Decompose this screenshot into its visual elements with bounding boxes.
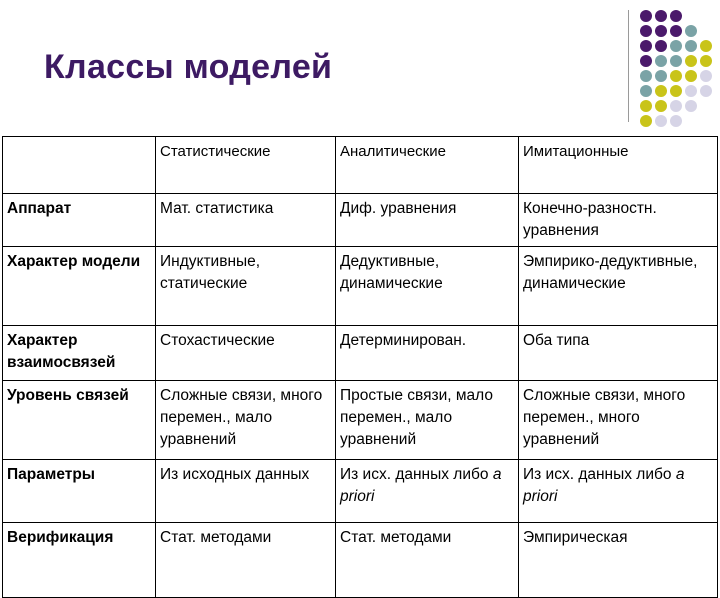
- decor-dot: [670, 55, 682, 67]
- italic-text: a priori: [523, 466, 685, 505]
- decor-dot: [700, 40, 712, 52]
- cell-text: Стат. методами: [160, 529, 272, 546]
- decor-dot: [655, 40, 667, 52]
- cell-text: Эмпирическая: [523, 529, 628, 546]
- table-cell: [336, 460, 519, 523]
- header-row: [3, 137, 718, 194]
- table-cell: [519, 194, 718, 247]
- table-cell: [156, 326, 336, 381]
- cell-text: Конечно-разностн. уравнения: [523, 200, 657, 239]
- decor-dot: [655, 55, 667, 67]
- decor-dot: [700, 100, 712, 112]
- table-cell: [156, 523, 336, 598]
- table-row: [3, 460, 718, 523]
- decor-dot: [655, 25, 667, 37]
- decor-dot: [700, 115, 712, 127]
- table-cell: [519, 326, 718, 381]
- header-cell-statistical: Статистические: [156, 137, 336, 194]
- table-row: [3, 194, 718, 247]
- decor-dot: [685, 70, 697, 82]
- decor-dot: [655, 85, 667, 97]
- decor-dot: [640, 40, 652, 52]
- slide-title: Классы моделей: [44, 48, 333, 86]
- row-header-cell: Характер модели: [3, 247, 156, 326]
- table-cell: [519, 381, 718, 460]
- divider-line: [628, 10, 629, 122]
- table-cell: [336, 247, 519, 326]
- table-row: [3, 381, 718, 460]
- decor-dot: [670, 10, 682, 22]
- table-cell: [156, 381, 336, 460]
- cell-text: Оба типа: [523, 332, 590, 349]
- table-cell: [156, 247, 336, 326]
- table-row: [3, 523, 718, 598]
- cell-text: Сложные связи, много перемен., мало уравнений: [160, 387, 323, 448]
- cell-text: Эмпирико-дедуктивные, динамические: [523, 253, 698, 292]
- cell-text: Из исходных данных: [160, 466, 310, 483]
- table-cell: [336, 326, 519, 381]
- cell-text: Из исх. данных либо: [340, 466, 493, 483]
- table-row: [3, 247, 718, 326]
- decor-dot: [655, 70, 667, 82]
- decor-dot: [685, 100, 697, 112]
- table-row: [3, 326, 718, 381]
- header-cell-empty: [3, 137, 156, 194]
- row-header-cell: Аппарат: [3, 194, 156, 247]
- decor-dot: [640, 115, 652, 127]
- header-cell-simulation: Имитационные: [519, 137, 718, 194]
- table-cell: [336, 381, 519, 460]
- decor-dot: [640, 25, 652, 37]
- cell-text: Стат. методами: [340, 529, 452, 546]
- decor-dot: [700, 85, 712, 97]
- decor-dot: [685, 85, 697, 97]
- decor-dot: [700, 55, 712, 67]
- cell-text: Индуктивные, статические: [160, 253, 261, 292]
- cell-text: Детерминирован.: [340, 332, 467, 349]
- decor-dot: [685, 55, 697, 67]
- decor-dot: [670, 25, 682, 37]
- dot-grid-decoration: [640, 10, 712, 127]
- row-header-cell: Параметры: [3, 460, 156, 523]
- cell-text: Простые связи, мало перемен., мало уравнений: [340, 387, 493, 448]
- decor-dot: [640, 85, 652, 97]
- decor-dot: [685, 40, 697, 52]
- table-cell: [519, 460, 718, 523]
- decor-dot: [700, 25, 712, 37]
- cell-text: Сложные связи, много перемен., много уравнений: [523, 387, 686, 448]
- row-header-cell: Уровень связей: [3, 381, 156, 460]
- decor-dot: [640, 100, 652, 112]
- decor-dot: [640, 10, 652, 22]
- decor-dot: [640, 70, 652, 82]
- italic-text: a priori: [340, 466, 502, 505]
- table-cell: [156, 460, 336, 523]
- row-header-cell: Верификация: [3, 523, 156, 598]
- table-cell: [519, 523, 718, 598]
- decor-dot: [670, 70, 682, 82]
- decor-dot: [700, 70, 712, 82]
- table-cell: [156, 194, 336, 247]
- decor-dot: [640, 55, 652, 67]
- table-cell: [336, 523, 519, 598]
- model-classes-table: [2, 136, 718, 598]
- decor-dot: [655, 115, 667, 127]
- cell-text: Дедуктивные, динамические: [340, 253, 443, 292]
- cell-text: Мат. статистика: [160, 200, 274, 217]
- cell-text: Диф. уравнения: [340, 200, 457, 217]
- decor-dot: [685, 25, 697, 37]
- header-cell-analytical: Аналитические: [336, 137, 519, 194]
- decor-dot: [670, 115, 682, 127]
- cell-text: Стохастические: [160, 332, 275, 349]
- table-cell: [336, 194, 519, 247]
- decor-dot: [655, 100, 667, 112]
- decor-dot: [670, 100, 682, 112]
- table-cell: [519, 247, 718, 326]
- decor-dot: [670, 85, 682, 97]
- decor-dot: [685, 115, 697, 127]
- decor-dot: [670, 40, 682, 52]
- cell-text: Из исх. данных либо: [523, 466, 676, 483]
- row-header-cell: Характер взаимосвязей: [3, 326, 156, 381]
- decor-dot: [655, 10, 667, 22]
- decor-dot: [685, 10, 697, 22]
- decor-dot: [700, 10, 712, 22]
